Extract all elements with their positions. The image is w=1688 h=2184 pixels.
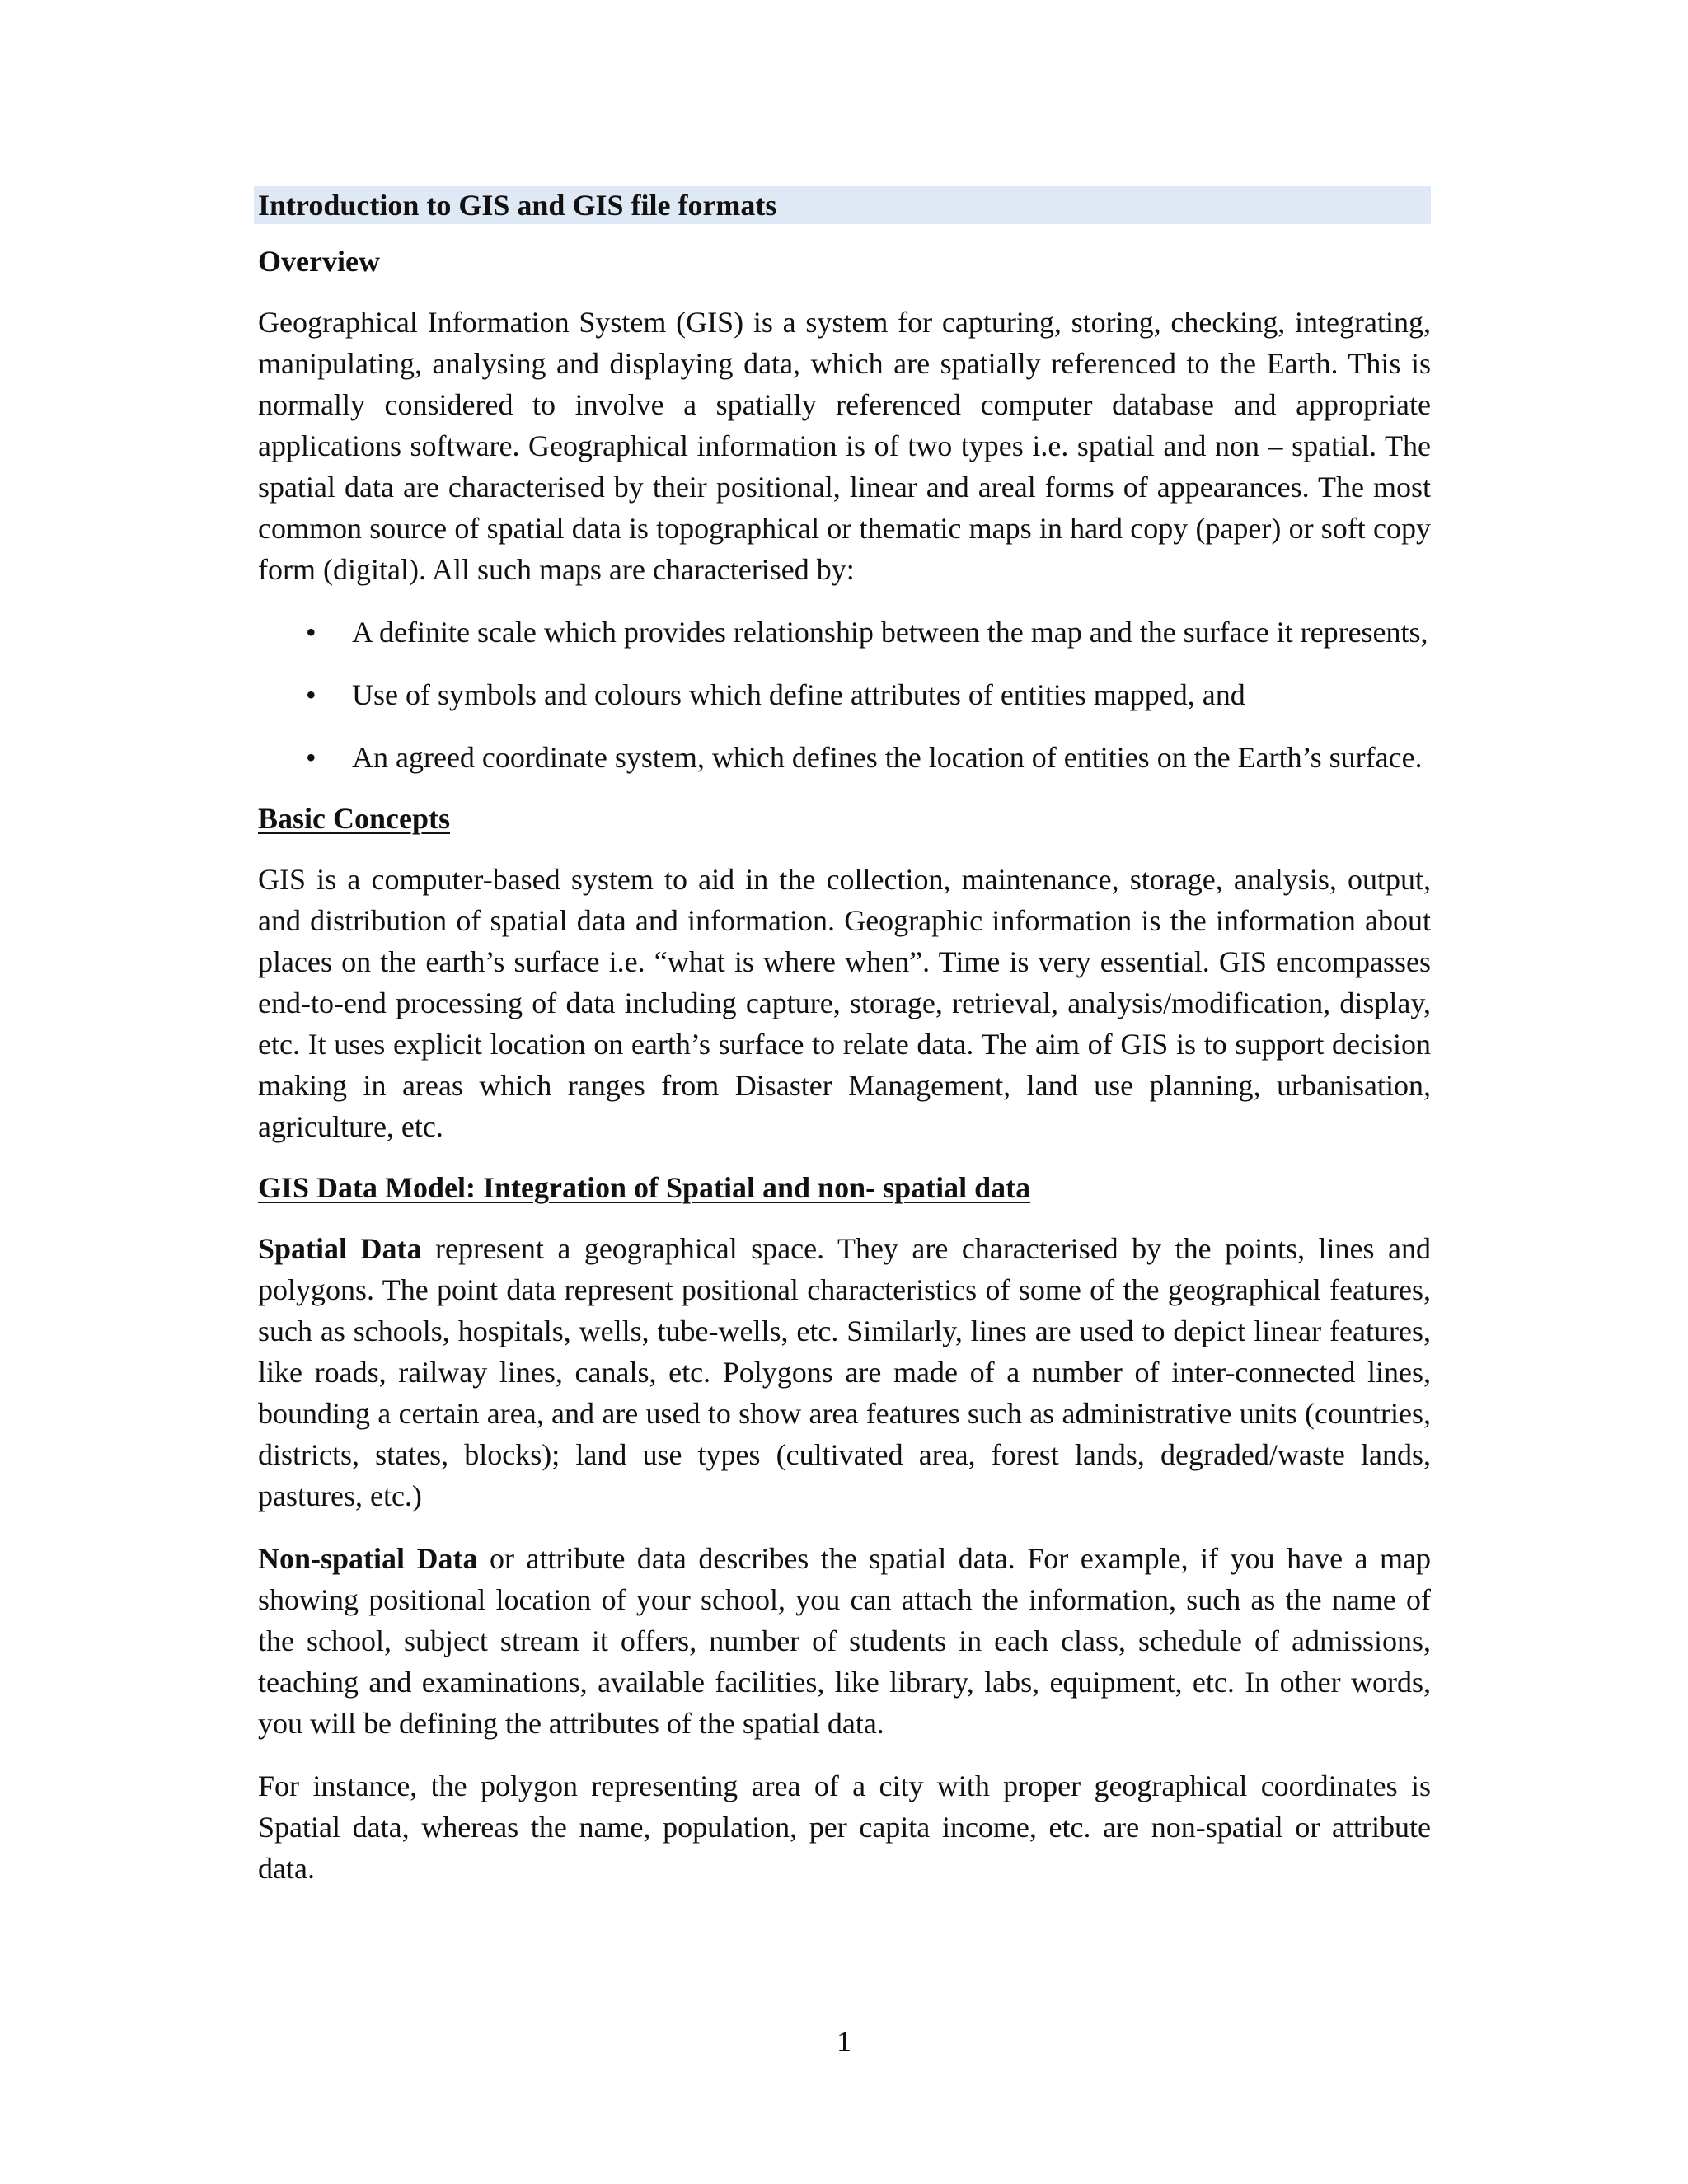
nonspatial-data-text: or attribute data describes the spatial data. For example, if you have a map showing positional location of your school, you can attach the information, such as the name of the school, subject stream it offers, number of students in each class, schedule of admissions, teaching and examinations, available facilities, like library, labs, equipment, etc. In other words, you will be defining the attributes of the spatial data.: [258, 1542, 1431, 1740]
overview-bullet-list: [258, 612, 1431, 778]
bullet-text: Use of symbols and colours which define attributes of entities mapped, and: [352, 678, 1245, 711]
basic-concepts-paragraph: GIS is a computer-based system to aid in the collection, maintenance, storage, analysis, output, and distribution of spatial data and information. Geographic information is the information about places on the earth’s surface i.e. “what is where when”. Time is very essential. GIS encompasses end-to-end processing of data including capture, storage, retrieval, analysis/modification, display, etc. It uses explicit location on earth’s surface to relate data. The aim of GIS is to support decision making in areas which ranges from Disaster Management, land use planning, urbanisation, agriculture, etc.: [258, 863, 1431, 1143]
bullet-item-coordinates: [258, 737, 1431, 778]
nonspatial-data-term: Non-spatial Data: [258, 1542, 478, 1575]
overview-paragraph: Geographical Information System (GIS) is a system for capturing, storing, checking, integrating, manipulating, analysing and displaying data, which are spatially referenced to the Earth. This is normally considered to involve a spatially referenced computer database and appropriate applications software. Geographical information is of two types i.e. spatial and non – spatial. The spatial data are characterised by their positional, linear and areal forms of appearances. The most common source of spatial data is topographical or thematic maps in hard copy (paper) or soft copy form (digital). All such maps are characterised by:: [258, 306, 1431, 586]
spatial-data-term: Spatial Data: [258, 1232, 422, 1265]
basic-concepts-heading: Basic Concepts: [258, 802, 450, 835]
bullet-text: A definite scale which provides relationship between the map and the surface it represents,: [352, 616, 1428, 649]
bullet-icon: •: [306, 741, 316, 774]
bullet-icon: •: [306, 616, 316, 649]
bullet-item-symbols: [258, 674, 1431, 715]
overview-heading: Overview: [258, 245, 380, 278]
spatial-data-text: represent a geographical space. They are characterised by the points, lines and polygons. The point data represent positional characteristics of some of the geographical features, such as schools, hospitals, wells, tube-wells, etc. Similarly, lines are used to depict linear features, like roads, railway lines, canals, etc. Polygons are made of a number of inter-connected lines, bounding a certain area, and are used to show area features such as administrative units (countries, districts, states, blocks); land use types (cultivated area, forest lands, degraded/waste lands, pastures, etc.): [258, 1232, 1431, 1512]
data-model-heading: GIS Data Model: Integration of Spatial and non- spatial data: [258, 1171, 1031, 1204]
page-number: 1: [837, 2025, 851, 2058]
nonspatial-data-paragraph: [258, 1538, 1431, 1744]
document-title: [254, 186, 1431, 224]
document-page: [258, 186, 1431, 1910]
bullet-item-scale: [258, 612, 1431, 653]
spatial-data-paragraph: [258, 1228, 1431, 1516]
document-title-text: Introduction to GIS and GIS file formats: [258, 189, 777, 222]
bullet-text: An agreed coordinate system, which defines the location of entities on the Earth’s surface.: [352, 741, 1423, 774]
bullet-icon: •: [306, 678, 316, 711]
instance-paragraph: For instance, the polygon representing area of a city with proper geographical coordinates is Spatial data, whereas the name, population, per capita income, etc. are non-spatial or attribute data.: [258, 1769, 1431, 1885]
